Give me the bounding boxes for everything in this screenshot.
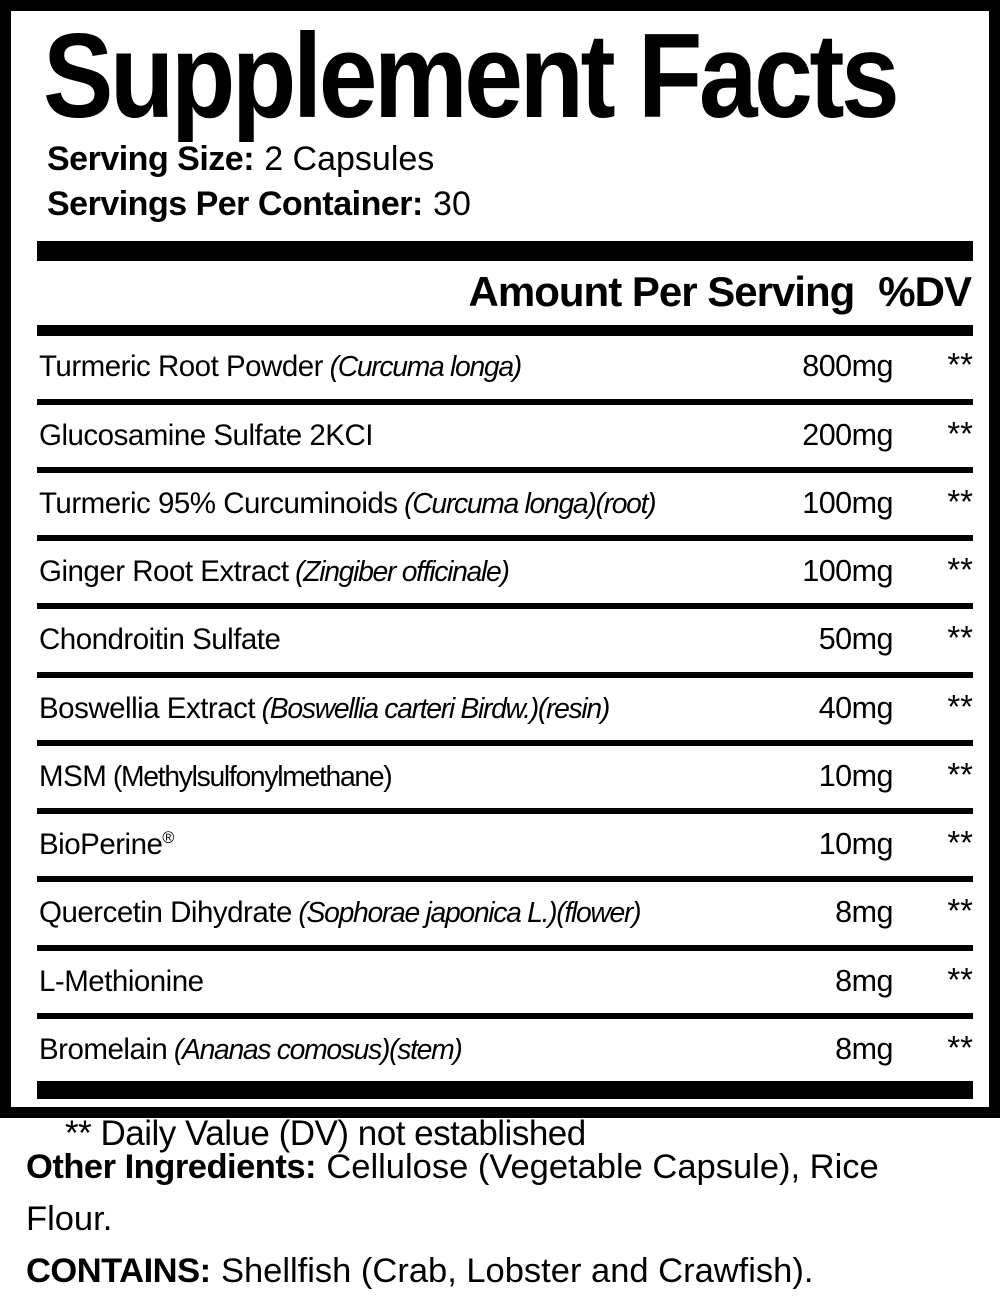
ingredient-row [37, 1019, 973, 1081]
ingredient-dv-value: ** [893, 550, 973, 590]
ingredient-name [39, 827, 793, 863]
ingredient-name [39, 759, 793, 795]
servings-per-container-label: Servings Per Container: [47, 185, 423, 223]
ingredient-dv-value: ** [893, 1028, 973, 1068]
ingredient-amount: 200mg [793, 417, 893, 454]
ingredient-row [37, 951, 973, 1019]
ingredient-row [37, 336, 973, 404]
ingredient-amount: 40mg [793, 690, 893, 727]
ingredient-name-text: Ginger Root Extract [39, 555, 289, 588]
ingredient-name-text: L-Methionine [39, 965, 204, 998]
dv-header: %DV [878, 268, 971, 316]
ingredient-name [39, 964, 793, 1000]
serving-info [47, 137, 973, 227]
ingredient-table [37, 336, 973, 1081]
other-ingredients-text [26, 1142, 934, 1246]
amount-per-serving-header: Amount Per Serving [469, 268, 855, 316]
ingredient-name-text: Turmeric Root Powder [39, 350, 323, 383]
panel-title: Supplement Facts [43, 19, 861, 133]
divider-bar-bottom [37, 1081, 973, 1099]
other-ingredients-value: Cellulose (Vegetable Capsule), Rice Flour. [26, 1148, 879, 1238]
ingredient-botanical-name: (Curcuma longa) [323, 351, 521, 383]
ingredient-botanical-name: (Zingiber officinale) [289, 556, 509, 588]
ingredient-name [39, 418, 793, 454]
serving-size-value: 2 Capsules [264, 140, 434, 178]
ingredient-name [39, 349, 793, 385]
contains-text [26, 1246, 934, 1297]
ingredient-dv-value: ** [893, 414, 973, 454]
ingredient-row [37, 814, 973, 882]
ingredient-name [39, 486, 793, 522]
contains-label: CONTAINS: [26, 1252, 211, 1290]
ingredient-dv-value: ** [893, 755, 973, 795]
ingredient-amount: 10mg [793, 758, 893, 795]
ingredient-dv-value: ** [893, 345, 973, 385]
ingredient-name-text: Glucosamine Sulfate 2KCI [39, 419, 373, 452]
ingredient-name-text: Bromelain [39, 1033, 167, 1066]
ingredient-dv-value: ** [893, 823, 973, 863]
header-rule [37, 325, 973, 336]
ingredient-amount: 8mg [793, 1031, 893, 1068]
ingredient-name-text: Boswellia Extract [39, 692, 255, 725]
ingredient-row [37, 746, 973, 814]
contains-value: Shellfish (Crab, Lobster and Crawfish). [221, 1252, 814, 1290]
ingredient-amount: 10mg [793, 826, 893, 863]
ingredient-row [37, 678, 973, 746]
ingredient-name-text: Chondroitin Sulfate [39, 623, 280, 656]
ingredient-dv-value: ** [893, 687, 973, 727]
ingredient-amount: 100mg [793, 485, 893, 522]
ingredient-dv-value: ** [893, 891, 973, 931]
ingredient-botanical-name: (Ananas comosus)(stem) [167, 1034, 461, 1066]
ingredient-row [37, 473, 973, 541]
ingredient-amount: 100mg [793, 553, 893, 590]
ingredient-botanical-name: (Methylsulfonylmethane) [106, 761, 391, 793]
servings-per-container-value: 30 [433, 185, 471, 223]
serving-size-label: Serving Size: [47, 140, 254, 178]
dv-footnote: ** Daily Value (DV) not established [37, 1099, 973, 1168]
ingredient-name [39, 622, 793, 658]
ingredient-dv-value: ** [893, 482, 973, 522]
ingredient-row [37, 609, 973, 677]
ingredient-name-text: BioPerine [39, 828, 162, 861]
ingredient-name [39, 554, 793, 590]
column-header-row [37, 261, 973, 325]
servings-per-container-line [47, 182, 973, 227]
ingredient-dv-value: ** [893, 618, 973, 658]
ingredient-botanical-name: (Boswellia carteri Birdw.)(resin) [255, 693, 609, 725]
registered-trademark-symbol: ® [162, 829, 173, 847]
ingredient-name [39, 691, 793, 727]
other-ingredients-section [26, 1142, 934, 1297]
ingredient-row [37, 882, 973, 950]
ingredient-name-text: Turmeric 95% Curcuminoids [39, 487, 398, 520]
ingredient-amount: 8mg [793, 894, 893, 931]
ingredient-name [39, 1032, 793, 1068]
ingredient-botanical-name: (Curcuma longa)(root) [398, 488, 656, 520]
ingredient-amount: 50mg [793, 621, 893, 658]
divider-bar-top [37, 241, 973, 261]
ingredient-name-text: MSM [39, 760, 106, 793]
ingredient-name [39, 895, 793, 931]
ingredient-row [37, 541, 973, 609]
ingredient-dv-value: ** [893, 960, 973, 1000]
ingredient-amount: 800mg [793, 348, 893, 385]
ingredient-row [37, 405, 973, 473]
ingredient-botanical-name: (Sophorae japonica L.)(flower) [292, 897, 640, 929]
other-ingredients-label: Other Ingredients: [26, 1148, 316, 1186]
ingredient-amount: 8mg [793, 963, 893, 1000]
ingredient-name-text: Quercetin Dihydrate [39, 896, 292, 929]
serving-size-line [47, 137, 973, 182]
